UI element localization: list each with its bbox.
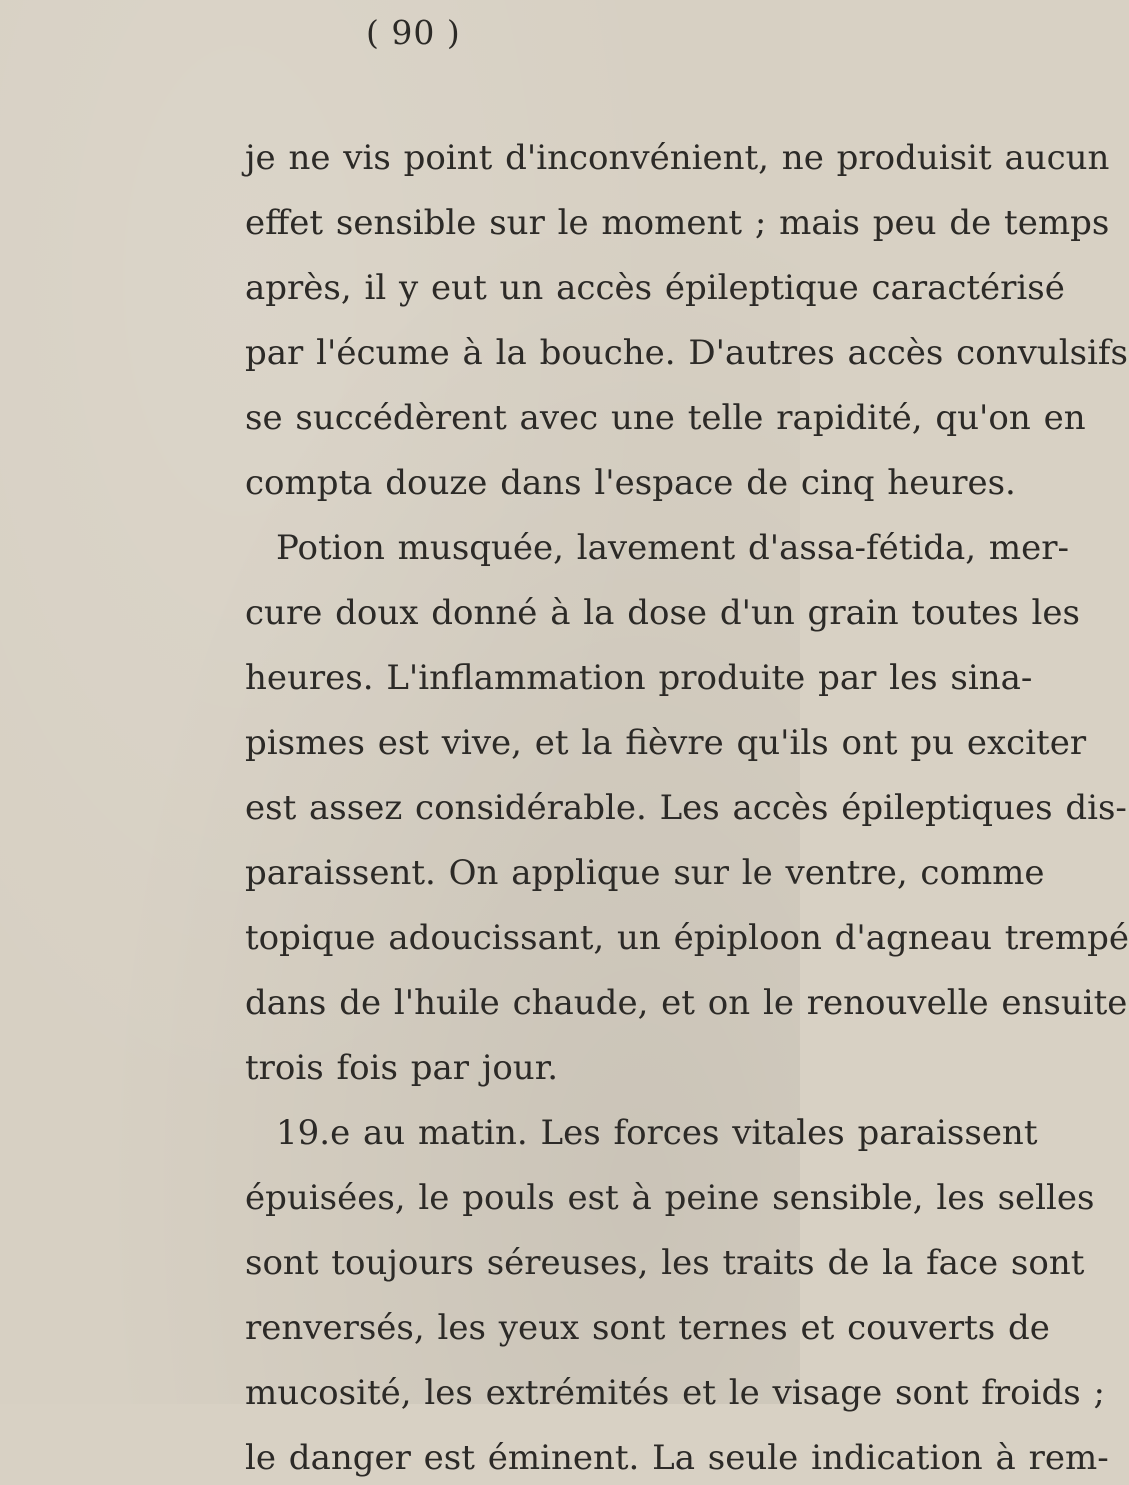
text-line: heures. L'inflammation produite par les sina- xyxy=(245,658,1033,698)
text-line: est assez considérable. Les accès épileptiques dis- xyxy=(245,788,1127,828)
text-line: trois fois par jour. xyxy=(245,1048,559,1088)
text-line: compta douze dans l'espace de cinq heures. xyxy=(245,463,1016,503)
text-line: le danger est éminent. La seule indication à rem- xyxy=(245,1438,1109,1478)
text-line: effet sensible sur le moment ; mais peu de temps xyxy=(245,203,1110,243)
text-line: Potion musquée, lavement d'assa-fétida, mer- xyxy=(276,528,1070,568)
text-line: par l'écume à la bouche. D'autres accès convulsifs xyxy=(245,333,1128,373)
text-line: 19.e au matin. Les forces vitales paraissent xyxy=(276,1113,1038,1153)
text-line: je ne vis point d'inconvénient, ne produisit aucun xyxy=(245,138,1110,178)
text-line: mucosité, les extrémités et le visage sont froids ; xyxy=(245,1373,1105,1413)
text-line: pismes est vive, et la fièvre qu'ils ont pu exciter xyxy=(245,723,1087,763)
text-line: sont toujours séreuses, les traits de la face sont xyxy=(245,1243,1085,1283)
text-line: après, il y eut un accès épileptique caractérisé xyxy=(245,268,1065,308)
text-line: topique adoucissant, un épiploon d'agneau trempé xyxy=(245,918,1129,958)
page-number: ( 90 ) xyxy=(366,13,461,52)
text-line: cure doux donné à la dose d'un grain toutes les xyxy=(245,593,1080,633)
text-line: se succédèrent avec une telle rapidité, qu'on en xyxy=(245,398,1086,438)
text-line: épuisées, le pouls est à peine sensible, les selles xyxy=(245,1178,1095,1218)
text-line: paraissent. On applique sur le ventre, comme xyxy=(245,853,1045,893)
text-line: renversés, les yeux sont ternes et couverts de xyxy=(245,1308,1050,1348)
text-line: dans de l'huile chaude, et on le renouvelle ensuite xyxy=(245,983,1128,1023)
